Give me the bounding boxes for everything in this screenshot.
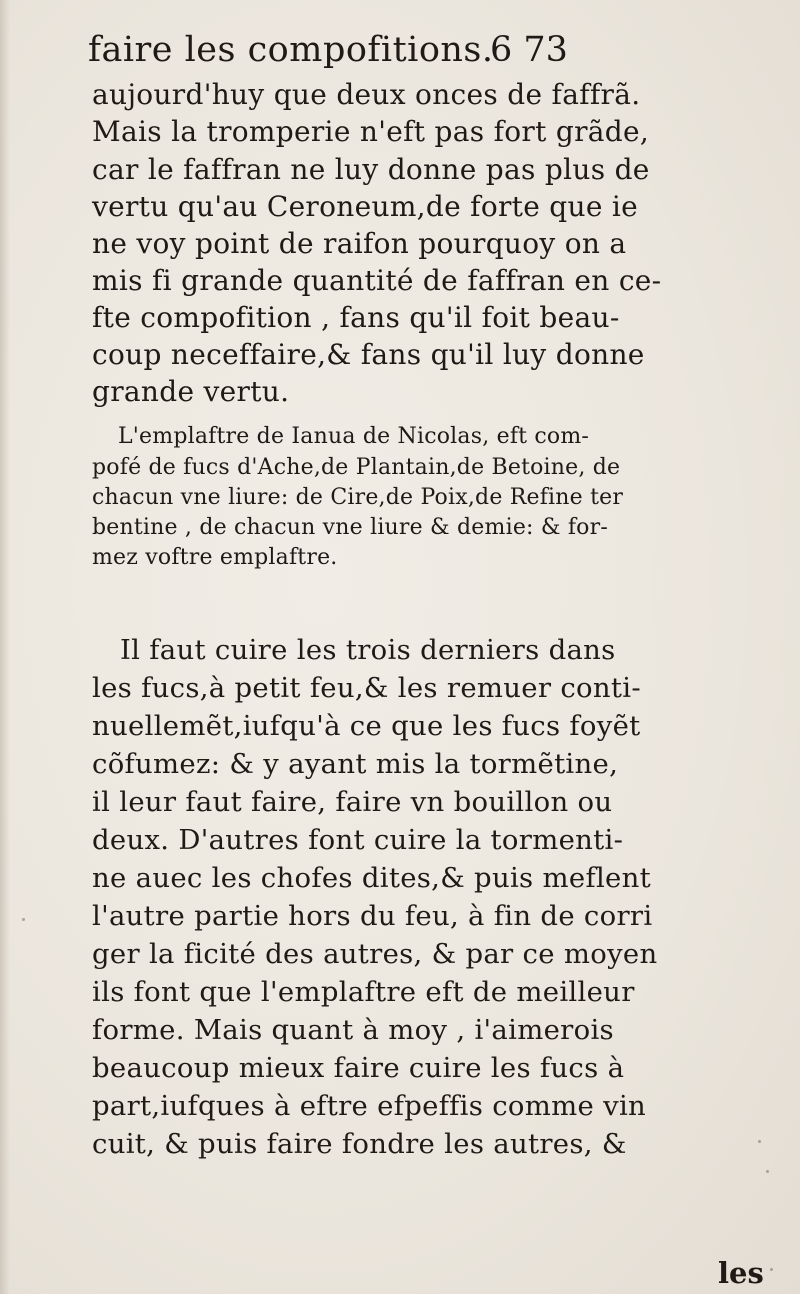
text-line: pofé de fucs d'Ache,de Plantain,de Betoine, de <box>92 455 621 480</box>
catchword: les <box>718 1256 764 1290</box>
paper-speck <box>766 1170 769 1173</box>
page-gutter-shadow <box>0 0 10 1294</box>
text-line: aujourd'huy que deux onces de faffrã. <box>92 78 641 111</box>
paper-speck <box>22 918 25 921</box>
text-line: car le faffran ne luy donne pas plus de <box>92 153 650 186</box>
text-line: coup neceffaire,& fans qu'il luy donne <box>92 338 645 371</box>
text-line: mez voftre emplaftre. <box>92 545 338 570</box>
text-line: L'emplaftre de Ianua de Nicolas, eft com- <box>118 424 590 449</box>
text-line: ne voy point de raifon pourquoy on a <box>92 227 627 260</box>
text-line: forme. Mais quant à moy , i'aimerois <box>92 1014 614 1046</box>
text-line: nuellemẽt,iufqu'à ce que les fucs foyẽt <box>92 710 641 742</box>
text-line: cuit, & puis faire fondre les autres, & <box>92 1128 627 1160</box>
text-line: Mais la tromperie n'eft pas fort grãde, <box>92 115 650 148</box>
text-line: les fucs,à petit feu,& les remuer conti- <box>92 672 641 704</box>
text-line: Il faut cuire les trois derniers dans <box>120 634 616 666</box>
running-title: faire les compofitions. <box>88 30 494 70</box>
text-line: il leur faut faire, faire vn bouillon ou <box>92 786 613 818</box>
text-line: ils font que l'emplaftre eft de meilleur <box>92 976 635 1008</box>
text-line: vertu qu'au Ceroneum,de forte que ie <box>92 190 639 223</box>
text-line: l'autre partie hors du feu, à fin de corri <box>92 900 653 932</box>
text-line: bentine , de chacun vne liure & demie: & for- <box>92 515 608 540</box>
text-line: mis fi grande quantité de faffran en ce- <box>92 264 662 297</box>
text-line: grande vertu. <box>92 375 290 408</box>
text-line: fte compofition , fans qu'il foit beau- <box>92 301 620 334</box>
paper-speck <box>770 1268 773 1271</box>
paper-speck <box>758 1140 761 1143</box>
text-line: cõfumez: & y ayant mis la tormẽtine, <box>92 748 619 780</box>
page-number: 6 73 <box>490 30 568 70</box>
text-line: ger la ficité des autres, & par ce moyen <box>92 938 658 970</box>
text-line: part,iufques à eftre efpeffis comme vin <box>92 1090 647 1122</box>
text-line: beaucoup mieux faire cuire les fucs à <box>92 1052 625 1084</box>
text-line: chacun vne liure: de Cire,de Poix,de Refine ter <box>92 485 624 510</box>
text-line: deux. D'autres font cuire la tormenti- <box>92 824 624 856</box>
text-line: ne auec les chofes dites,& puis meflent <box>92 862 651 894</box>
